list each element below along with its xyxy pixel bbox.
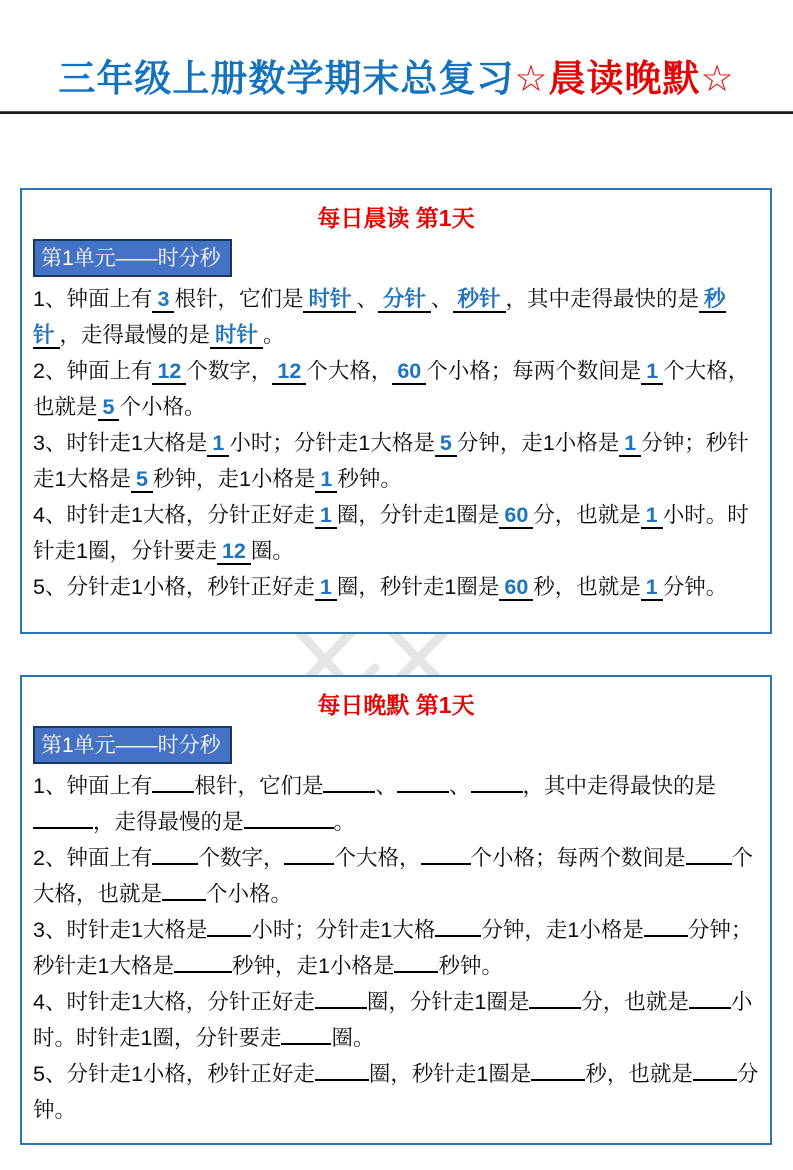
answer-text: 60 <box>392 359 426 385</box>
item-text: 分钟，走1小格是 <box>456 431 620 455</box>
answer-text: 秒针 <box>453 287 506 313</box>
answer-text: 12 <box>152 359 186 385</box>
answer-blank <box>315 990 367 1009</box>
item-text: 圈。 <box>250 539 294 563</box>
answer-text: 12 <box>272 359 306 385</box>
morning-section-heading: 每日晨读 第1天 <box>317 205 475 231</box>
item-text: 个小格；每两个数间是 <box>426 359 642 383</box>
answer-text: 3 <box>152 287 174 313</box>
item-text: 个小格；每两个数间是 <box>470 846 686 870</box>
worksheet-item <box>33 1056 759 1128</box>
item-text: 、 <box>375 774 397 798</box>
worksheet-item <box>33 353 759 425</box>
answer-text: 60 <box>499 575 533 601</box>
evening-item-list <box>33 768 759 1128</box>
answer-blank <box>397 774 449 793</box>
answer-blank <box>284 846 334 865</box>
item-text: 2、钟面上有 <box>33 359 153 383</box>
worksheet-item <box>33 768 759 840</box>
item-text: 秒，也就是 <box>585 1062 693 1086</box>
answer-text: 1 <box>315 503 337 529</box>
answer-blank <box>529 990 581 1009</box>
answer-blank <box>323 774 375 793</box>
item-text: 秒钟，走1小格是 <box>152 467 316 491</box>
answer-text: 60 <box>499 503 533 529</box>
item-text: 秒钟。 <box>438 954 503 978</box>
answer-blank <box>152 846 198 865</box>
answer-blank <box>421 846 471 865</box>
evening-recitation-section <box>20 675 772 1145</box>
item-text: 个小格。 <box>206 882 293 906</box>
item-text: 秒钟，走1小格是 <box>231 954 395 978</box>
answer-text: 时针 <box>210 323 263 349</box>
page-title-main: 三年级上册数学期末总复习 <box>58 58 515 99</box>
answer-blank <box>244 810 334 829</box>
title-divider <box>0 111 793 114</box>
item-text: 3、时针走1大格是 <box>33 431 208 455</box>
answer-blank <box>33 810 93 829</box>
answer-text: 1 <box>315 467 337 493</box>
unit-badge-evening: 第1单元——时分秒 <box>33 726 232 764</box>
item-text: 圈，分针走1圈是 <box>366 990 530 1014</box>
item-text: 圈，分针走1圈是 <box>336 503 500 527</box>
worksheet-item <box>33 840 759 912</box>
item-text: ，其中走得最快的是 <box>505 287 700 311</box>
item-text: 根针，它们是 <box>194 774 324 798</box>
item-text: 4、时针走1大格，分针正好走 <box>33 990 315 1014</box>
item-text: 个大格，也就是 <box>33 359 750 419</box>
page-title-suffix: ☆晨读晚默☆ <box>514 58 735 99</box>
item-text: 个大格， <box>334 846 421 870</box>
item-text: 4、时针走1大格，分针正好走 <box>33 503 315 527</box>
answer-blank <box>174 954 232 973</box>
answer-blank <box>644 918 688 937</box>
item-text: 小时。时针走1圈，分针要走 <box>33 503 749 563</box>
item-text: 个小格。 <box>119 395 206 419</box>
item-text: 个大格，也就是 <box>33 846 754 906</box>
item-text: 个数字， <box>186 359 273 383</box>
item-text: 秒钟。 <box>337 467 402 491</box>
item-text: 分，也就是 <box>581 990 689 1014</box>
answer-text: 5 <box>435 431 457 457</box>
worksheet-item <box>33 984 759 1056</box>
answer-text: 分针 <box>378 287 431 313</box>
answer-text: 秒针 <box>33 287 726 347</box>
item-text: 小时；分针走1大格是 <box>229 431 435 455</box>
morning-reading-section <box>20 188 772 634</box>
item-text: ，其中走得最快的是 <box>522 774 717 798</box>
item-text: 小时；分针走1大格 <box>251 918 436 942</box>
worksheet-item <box>33 569 759 605</box>
answer-blank <box>686 846 732 865</box>
item-text: 。 <box>333 810 356 834</box>
item-text: 5、分针走1小格，秒针正好走 <box>33 1062 315 1086</box>
answer-blank <box>394 954 438 973</box>
item-text: 2、钟面上有 <box>33 846 153 870</box>
answer-blank <box>693 1062 737 1081</box>
answer-text: 1 <box>641 575 663 601</box>
item-text: 3、时针走1大格是 <box>33 918 208 942</box>
item-text: 1、钟面上有 <box>33 287 153 311</box>
answer-blank <box>471 774 523 793</box>
worksheet-page <box>0 48 793 1122</box>
answer-text: 1 <box>207 431 229 457</box>
item-text: 圈，秒针走1圈是 <box>368 1062 532 1086</box>
item-text: 分钟。 <box>662 575 728 599</box>
worksheet-item <box>33 497 759 569</box>
answer-text: 时针 <box>303 287 356 313</box>
answer-blank <box>162 882 206 901</box>
item-text: 、 <box>449 774 471 798</box>
item-text: 小时。时针走1圈，分针要走 <box>33 990 753 1050</box>
item-text: 。 <box>263 323 285 347</box>
item-text: 秒，也就是 <box>533 575 641 599</box>
answer-blank <box>689 990 731 1009</box>
worksheet-item <box>33 912 759 984</box>
item-text: 、 <box>431 287 453 311</box>
item-text: ，走得最慢的是 <box>59 323 211 347</box>
answer-text: 1 <box>641 359 663 385</box>
evening-section-heading: 每日晚默 第1天 <box>317 692 475 718</box>
answer-text: 1 <box>619 431 641 457</box>
answer-blank <box>281 1026 331 1045</box>
answer-text: 12 <box>217 539 251 565</box>
answer-blank <box>207 918 251 937</box>
item-text: 分，也就是 <box>533 503 641 527</box>
answer-text: 1 <box>641 503 663 529</box>
item-text: 分钟。 <box>33 1062 759 1122</box>
item-text: 圈。 <box>331 1026 375 1050</box>
item-text: 圈，秒针走1圈是 <box>336 575 500 599</box>
worksheet-item <box>33 281 759 353</box>
answer-text: 1 <box>315 575 337 601</box>
answer-text: 5 <box>98 395 120 421</box>
answer-blank <box>531 1062 585 1081</box>
item-text: ，走得最慢的是 <box>93 810 244 834</box>
item-text: 个数字， <box>198 846 285 870</box>
worksheet-item <box>33 425 759 497</box>
morning-item-list <box>33 281 759 605</box>
answer-text: 5 <box>131 467 153 493</box>
item-text: 根针，它们是 <box>174 287 304 311</box>
item-text: 1、钟面上有 <box>33 774 153 798</box>
item-text: 分钟，走1小格是 <box>481 918 644 942</box>
item-text: 、 <box>356 287 378 311</box>
answer-blank <box>152 774 194 793</box>
item-text: 个大格， <box>306 359 393 383</box>
item-text: 分钟；秒针走1大格是 <box>33 918 753 978</box>
item-text: 分钟；秒针走1大格是 <box>33 431 749 491</box>
page-title <box>0 48 793 102</box>
item-text: 5、分针走1小格，秒针正好走 <box>33 575 315 599</box>
answer-blank <box>315 1062 369 1081</box>
unit-badge-morning: 第1单元——时分秒 <box>33 239 232 277</box>
answer-blank <box>435 918 481 937</box>
